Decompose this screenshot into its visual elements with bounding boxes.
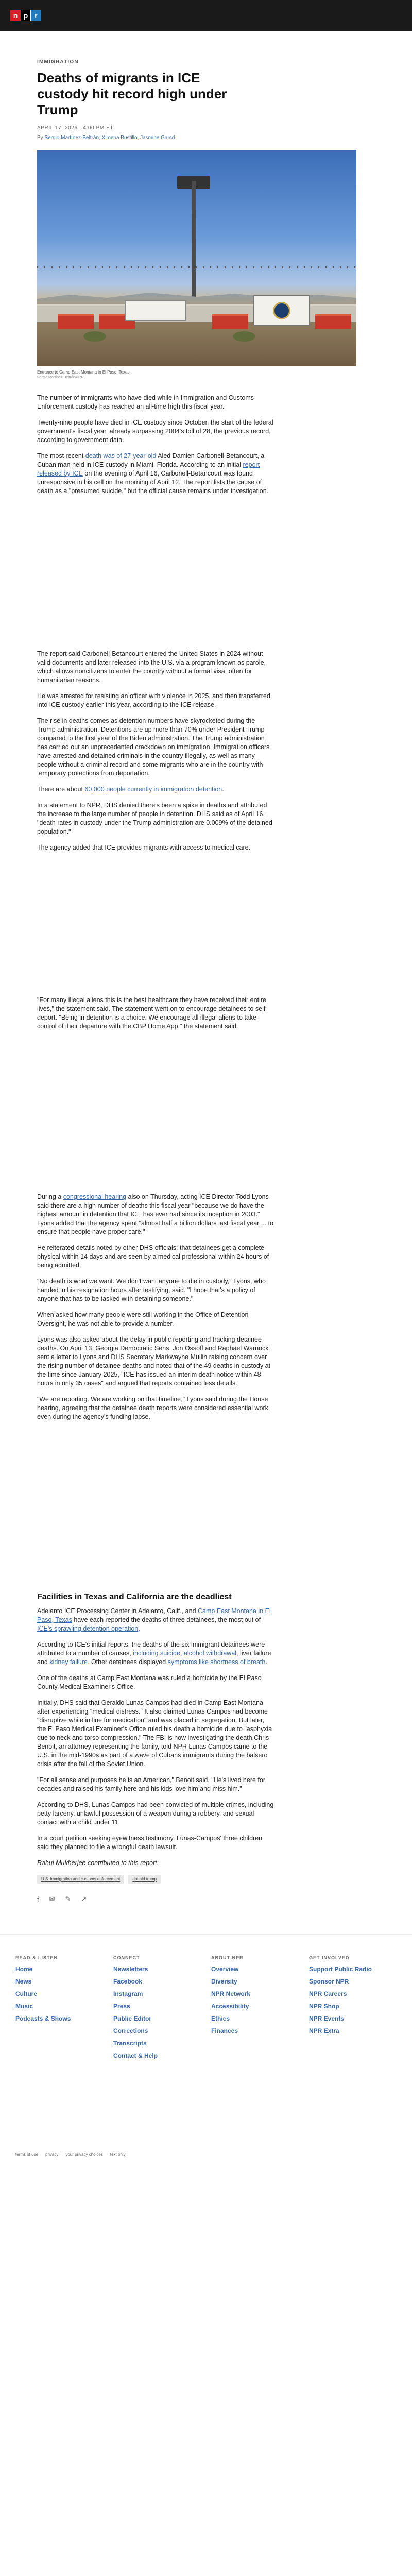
footer-link[interactable]: News xyxy=(15,1978,32,1985)
author-link-2[interactable]: Ximena Bustillo xyxy=(101,135,138,141)
footer-column-connect xyxy=(113,1955,201,2064)
footer-link[interactable]: Diversity xyxy=(211,1978,237,1985)
paragraph: Lyons was also asked about the delay in public reporting and tracking detainee deaths. On April 13, Georgia Democratic Sens. Jon Ossoff and Raphael Warnock sent a letter to Lyons and DHS Secretary Markwayne Mullin raising concern over the rising number of detainee deaths and noted that of the 49 deaths in custody at the time since January 2025, "ICE has issued an interim death notice within 48 hours in only 35 cases" and argued that reports contained less details. xyxy=(37,1336,271,1387)
footer-link[interactable]: Overview xyxy=(211,1965,239,1973)
inline-link[interactable]: alcohol withdrawal xyxy=(183,1650,237,1657)
footer-heading: CONNECT xyxy=(113,1955,140,1960)
footer-heading: READ & LISTEN xyxy=(15,1955,58,1960)
author-link-3[interactable]: Jasmine Garsd xyxy=(140,135,175,141)
barrier xyxy=(212,314,248,329)
footer-link[interactable]: NPR Events xyxy=(309,2015,345,2022)
light-pole xyxy=(192,181,196,307)
footer-link[interactable]: Contact & Help xyxy=(113,2052,158,2059)
ad-space xyxy=(37,1038,274,1193)
image-credit: Sergio Martínez-Beltrán/NPR xyxy=(37,376,84,379)
paragraph: "We are reporting. We are working on that timeline," Lyons said during the House hearing, agreeing that the detainee death reports were considered essential work even during the agency's funding lapse. xyxy=(37,1396,268,1420)
fence-line xyxy=(37,266,356,268)
paragraph: When asked how many people were still working in the Office of Detention Oversight, he was not able to provide a number. xyxy=(37,1311,249,1327)
tag-ice[interactable]: U.S. immigration and customs enforcement xyxy=(37,1875,124,1884)
footer-link[interactable]: Sponsor NPR xyxy=(309,1978,349,1985)
footer-link[interactable]: Support Public Radio xyxy=(309,1965,372,1973)
footer-link[interactable]: Newsletters xyxy=(113,1965,148,1973)
edit-icon[interactable]: ✎ xyxy=(65,1895,71,1903)
paragraph: In a court petition seeking eyewitness testimony, Lunas-Campos' three children said they planned to file a wrongful death lawsuit. xyxy=(37,1835,263,1851)
footer-link[interactable]: Finances xyxy=(211,2027,238,2035)
privacy-choices-link[interactable]: your privacy choices xyxy=(65,2152,103,2157)
paragraph: He was arrested for resisting an officer with violence in 2025, and then transferred into ICE custody earlier this year, according to the ICE release. xyxy=(37,692,270,708)
tag-trump[interactable]: donald trump xyxy=(128,1875,161,1884)
footer-link[interactable]: Ethics xyxy=(211,2015,230,2022)
footer-link[interactable]: NPR Shop xyxy=(309,2003,339,2010)
footer-column-read-listen xyxy=(15,1955,103,2064)
logo-letter-n: n xyxy=(10,10,21,21)
paragraph: The report said Carbonell-Betancourt entered the United States in 2024 without valid documents and later released into the U.S. via a program known as parole, which allows noncitizens to enter the country without a formal visa, often for humanitarian reasons. xyxy=(37,650,266,684)
paragraph: He reiterated details noted by other DHS officials: that detainees get a complete physical within 14 days and are seen by a medical professional within 24 hours of being admitted. xyxy=(37,1244,269,1269)
inline-link[interactable]: congressional hearing xyxy=(63,1193,127,1200)
entrance-sign xyxy=(125,300,186,321)
footer-link[interactable]: Facebook xyxy=(113,1978,143,1985)
dhs-seal-icon xyxy=(273,302,290,319)
footer-heading: GET INVOLVED xyxy=(309,1955,350,1960)
paragraph: "For many illegal aliens this is the best healthcare they have received their entire lives," the statement said. The statement went on to encourage detainees to self-deport. "Being in detention is a choice. We encourage all illegal aliens to take control of their departure with the CBP Home App," the statement said. xyxy=(37,996,268,1030)
shrub xyxy=(83,331,106,342)
byline-prefix: By xyxy=(37,135,43,141)
footer-link[interactable]: Podcasts & Shows xyxy=(15,2015,71,2022)
paragraph: In a statement to NPR, DHS denied there's been a spike in deaths and attributed the increase to the large number of people in detention. DHS said as of April 16, "death rates in custody under the Trump administration are 0.009% of the detained population." xyxy=(37,802,272,835)
footer-link[interactable]: NPR Careers xyxy=(309,1990,347,1997)
author-link-1[interactable]: Sergio Martínez-Beltrán xyxy=(44,135,99,141)
footer-link[interactable]: Press xyxy=(113,2003,130,2010)
barrier xyxy=(315,314,351,329)
footer-link[interactable]: Culture xyxy=(15,1990,37,1997)
ad-space xyxy=(37,859,274,996)
footer-heading: ABOUT NPR xyxy=(211,1955,244,1960)
paragraph: Twenty-nine people have died in ICE custody since October, the start of the federal government's fiscal year, already surpassing 2004's toll of 28, the previous record, according to government data. xyxy=(37,419,273,444)
site-footer xyxy=(0,1934,412,2167)
inline-link[interactable]: Camp East Montana in El Paso, Texas xyxy=(37,1607,271,1623)
article-body xyxy=(37,394,274,1868)
footer-link[interactable]: Music xyxy=(15,2003,33,2010)
footer-link[interactable]: Home xyxy=(15,1965,33,1973)
paragraph: One of the deaths at Camp East Montana was ruled a homicide by the El Paso County Medical Examiner's Office. xyxy=(37,1674,262,1690)
inline-link[interactable]: ICE's sprawling detention operation xyxy=(37,1625,139,1632)
privacy-link[interactable]: privacy xyxy=(45,2152,59,2157)
paragraph: The agency added that ICE provides migrants with access to medical care. xyxy=(37,844,251,851)
inline-link[interactable]: death was of 27-year-old xyxy=(85,452,157,460)
paragraph: The number of immigrants who have died while in Immigration and Customs Enforcement custody has reached an all-time high this fiscal year. xyxy=(37,394,254,410)
inline-link[interactable]: 60,000 people currently in immigration detention xyxy=(84,786,222,793)
footer-link[interactable]: NPR Extra xyxy=(309,2027,339,2035)
paragraph: "No death is what we want. We don't want anyone to die in custody," Lyons, who handed in his resignation hours after testifying, said. "I hope that's a policy of anyone that has to be tasked with detaining someone." xyxy=(37,1278,266,1302)
facebook-icon[interactable]: f xyxy=(37,1895,39,1903)
article xyxy=(0,31,338,1903)
headline: Deaths of migrants in ICE custody hit record high under Trump xyxy=(37,70,227,117)
footer-link[interactable]: Corrections xyxy=(113,2027,148,2035)
terms-link[interactable]: terms of use xyxy=(15,2152,39,2157)
paragraph: The most recent death was of 27-year-old Aled Damien Carbonell-Betancourt, a Cuban man held in ICE custody in Miami, Florida. According to an initial report released by ICE on the evening of April 16, Carbonell-Betancourt was found unresponsive in his cell on the morning of April 12. The report lists the cause of death as a "presumed suicide," but the official cause remains under investigation. xyxy=(37,452,269,495)
text-only-link[interactable]: text only xyxy=(110,2152,126,2157)
paragraph: The rise in deaths comes as detention numbers have skyrocketed during the Trump administration. Detentions are up more than 70% under President Trump compared to the first year of the Biden administration. The Trump administration has carried out an unprecedented crackdown on immigration. Immigration officers have arrested and detained criminals in the country illegally, as well as many people without a criminal record and some migrants who are in the country with temporary protections from deportation. xyxy=(37,717,270,777)
footer-columns xyxy=(15,1955,397,2064)
paragraph: According to DHS, Lunas Campos had been convicted of multiple crimes, including petty larceny, unlawful possession of a weapon during a robbery, and sexual contact with a child under 11. xyxy=(37,1801,274,1826)
tag-list xyxy=(37,1875,338,1884)
email-icon[interactable]: ✉ xyxy=(49,1895,55,1903)
section-subhead: Facilities in Texas and California are the deadliest xyxy=(37,1592,232,1601)
inline-link[interactable]: symptoms like shortness of breath xyxy=(167,1658,266,1666)
footer-link[interactable]: NPR Network xyxy=(211,1990,251,1997)
dhs-sign xyxy=(253,295,310,326)
share-bar xyxy=(37,1895,338,1903)
paragraph: During a congressional hearing also on Thursday, acting ICE Director Todd Lyons said there are a high number of deaths this fiscal year "because we do have the highest amount in detention that ICE has ever had since its inception in 2003." Lyons added that the agency spent "almost half a billion dollars last fiscal year ... to ensure that people have proper care." xyxy=(37,1193,274,1235)
footer-column-about xyxy=(211,1955,299,2064)
paragraph: Initially, DHS said that Geraldo Lunas Campos had died in Camp East Montana after experiencing "medical distress." It also claimed Lunas Campos had become "disruptive while in line for medication" and was placed in segregation. But later, the El Paso Medical Examiner's Office ruled his death a homicide due to "asphyxia due to neck and torso compression." The FBI is now investigating the death.Chris Benoit, an attorney representing the family, told NPR Lunas Campos came to the U.S. in the mid-1990s as part of a wave of Cubans immigrants during the balsero crisis after the fall of the Soviet Union. xyxy=(37,1699,272,1768)
footer-link[interactable]: Accessibility xyxy=(211,2003,249,2010)
ad-space xyxy=(37,503,274,650)
image-caption: Entrance to Camp East Montana in El Paso, Texas. xyxy=(37,370,131,375)
legal-links xyxy=(15,2152,397,2167)
site-header xyxy=(0,0,412,31)
ad-space xyxy=(37,1429,274,1583)
logo-letter-r: r xyxy=(31,10,41,21)
dateline: APRIL 17, 2026 · 4:00 PM ET xyxy=(37,125,114,131)
barrier xyxy=(58,314,94,329)
shrub xyxy=(233,331,255,342)
inline-link[interactable]: kidney failure xyxy=(49,1658,88,1666)
logo-letter-p: p xyxy=(21,10,31,21)
paragraph: According to ICE's initial reports, the deaths of the six immigrant detainees were attributed to a number of causes, including suicide, alcohol withdrawal, liver failure and kidney failure. Other detainees displayed symptoms like shortness of breath. xyxy=(37,1641,271,1666)
paragraph: Adelanto ICE Processing Center in Adelanto, Calif., and Camp East Montana in El Paso, Texas have each reported the deaths of three detainees, the most out of ICE's sprawling detention operation. xyxy=(37,1607,271,1632)
footer-link[interactable]: Public Editor xyxy=(113,2015,152,2022)
paragraph: There are about 60,000 people currently in immigration detention. xyxy=(37,786,224,793)
inline-link[interactable]: report released by ICE xyxy=(37,461,260,477)
hero-image xyxy=(37,150,356,366)
footer-link[interactable]: Transcripts xyxy=(113,2040,147,2047)
share-icon[interactable]: ↗ xyxy=(81,1895,87,1903)
paragraph: "For all sense and purposes he is an American," Benoit said. "He's lived here for decades and raised his family here and his kids love him and miss him." xyxy=(37,1776,266,1792)
section-label[interactable]: IMMIGRATION xyxy=(37,59,79,65)
footer-link[interactable]: Instagram xyxy=(113,1990,143,1997)
inline-link[interactable]: including suicide xyxy=(133,1650,180,1657)
contributor-note: Rahul Mukherjee contributed to this report. xyxy=(37,1859,159,1867)
npr-logo[interactable] xyxy=(10,10,41,21)
footer-column-get-involved xyxy=(309,1955,397,2064)
byline: By Sergio Martínez-Beltrán, Ximena Bustillo, Jasmine Garsd xyxy=(37,135,175,141)
